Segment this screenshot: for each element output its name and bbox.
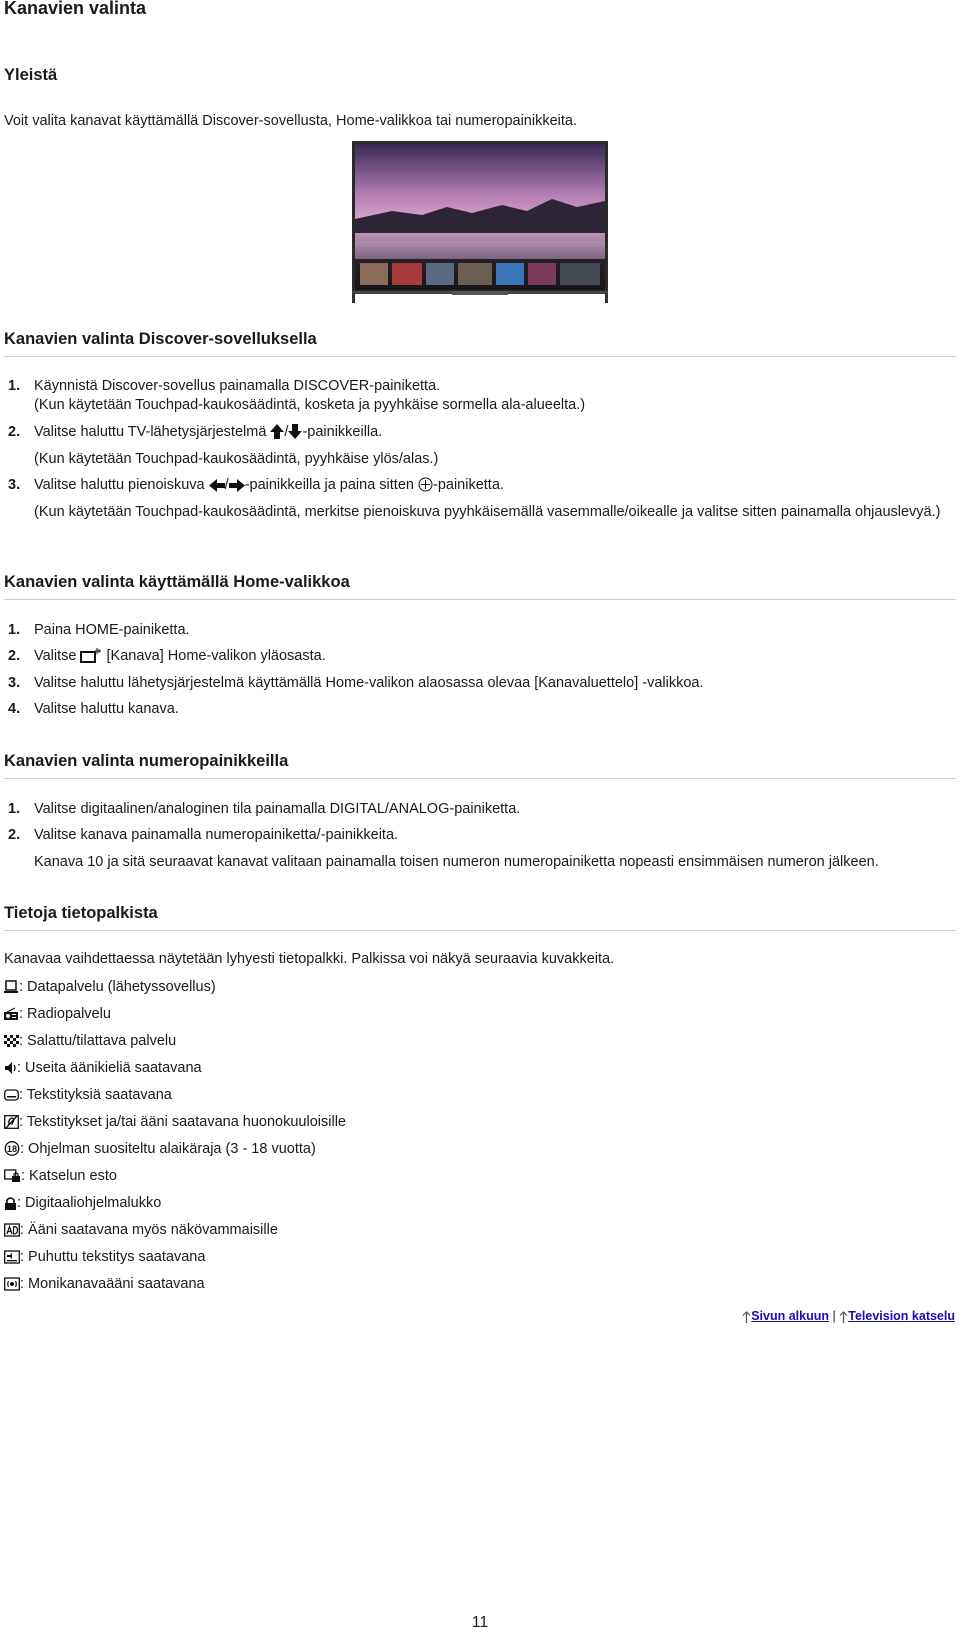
tv-illustration (352, 141, 608, 303)
page-title: Kanavien valinta (4, 0, 147, 18)
channel-tv-icon (80, 647, 102, 663)
legend-item-scrambled: : Salattu/tilattava palvelu (4, 1032, 176, 1050)
link-page-top[interactable]: Sivun alkuun (751, 1309, 830, 1323)
arrow-left-icon (209, 479, 225, 492)
tv-image (352, 141, 608, 303)
audio-description-icon (4, 1223, 20, 1237)
legend-item-spoken-subtitles: : Puhuttu tekstitys saatavana (4, 1248, 205, 1266)
multichannel-audio-icon (4, 1277, 20, 1291)
footer-separator: | (832, 1309, 836, 1323)
legend-item-audio-description: : Ääni saatavana myös näkövammaisille (4, 1221, 278, 1239)
overview-heading: Yleistä (4, 66, 58, 84)
legend-item-multi-audio: : Useita äänikieliä saatavana (4, 1059, 202, 1077)
legend-item-program-lock: : Digitaaliohjelmalukko (4, 1194, 161, 1212)
arrow-up-icon (742, 1311, 751, 1323)
legend-item-hearing-impaired: : Tekstitykset ja/tai ääni saatavana huonokuuloisille (4, 1113, 346, 1131)
program-lock-icon (4, 1196, 17, 1210)
infobar-heading: Tietoja tietopalkista (4, 904, 158, 922)
legend-item-radio-service: : Radiopalvelu (4, 1005, 111, 1023)
discover-step-3-note: (Kun käytetään Touchpad-kaukosäädintä, merkitse pienoiskuva pyyhkäisemällä vasemmalle/oikealle ja valitse sitten painamalla ohjauslevyä.) (34, 504, 941, 520)
link-tv-watching[interactable]: Television katselu (848, 1309, 955, 1323)
discover-step-2-note: (Kun käytetään Touchpad-kaukosäädintä, pyyhkäise ylös/alas.) (34, 451, 439, 467)
home-heading: Kanavien valinta käyttämällä Home-valikkoa (4, 573, 350, 591)
section-divider (4, 356, 956, 357)
age-rating-icon (4, 1141, 20, 1156)
numeric-step-2-note: Kanava 10 ja sitä seuraavat kanavat valitaan painamalla toisen numeron numeropainiketta nopeasti ensimmäisen numeron jälkeen. (34, 854, 879, 870)
legend-item-subtitles: : Tekstityksiä saatavana (4, 1086, 172, 1104)
legend-item-age-rating: 18 : Ohjelman suositeltu alaikäraja (3 - 18 vuotta) (4, 1140, 316, 1158)
arrow-up-icon (839, 1311, 848, 1323)
scrambled-service-icon (4, 1034, 19, 1048)
arrow-up-icon (270, 424, 284, 439)
spoken-subtitles-icon (4, 1250, 20, 1264)
page-number: 11 (471, 1614, 489, 1631)
multi-audio-icon (4, 1061, 17, 1075)
numeric-heading: Kanavien valinta numeropainikkeilla (4, 752, 289, 770)
parental-lock-icon (4, 1169, 21, 1183)
arrow-right-icon (229, 479, 245, 492)
overview-text: Voit valita kanavat käyttämällä Discover-sovellusta, Home-valikkoa tai numeropainikkeita. (4, 113, 578, 129)
data-service-icon (4, 980, 19, 994)
legend-item-data-service: : Datapalvelu (lähetyssovellus) (4, 978, 216, 996)
section-divider (4, 599, 956, 600)
hearing-impaired-icon (4, 1115, 19, 1129)
discover-heading: Kanavien valinta Discover-sovelluksella (4, 330, 317, 348)
legend-item-multichannel-audio: : Monikanavaääni saatavana (4, 1275, 205, 1293)
enter-button-icon (418, 477, 433, 492)
legend-item-parental-lock: : Katselun esto (4, 1167, 117, 1185)
section-divider (4, 930, 956, 931)
section-divider (4, 778, 956, 779)
age-rating-badge: 18 (6, 1144, 18, 1154)
arrow-down-icon (288, 424, 302, 439)
infobar-intro: Kanavaa vaihdettaessa näytetään lyhyesti tietopalkki. Palkissa voi näkyä seuraavia kuvakkeita. (4, 951, 615, 967)
radio-service-icon (4, 1007, 19, 1021)
subtitles-icon (4, 1088, 19, 1102)
manual-page: Kanavien valinta Yleistä Voit valita kanavat käyttämällä Discover-sovellusta, Home-valikkoa tai numeropainikkeita. Kanavien valinta Discover-sovelluksella 1. Käynnistä Discover-sovellus painamalla DISCOVER-painiketta. (Kun käytetään Touchpad-kaukosäädintä, kosketa ja pyyhkäise sormella ala-alueelta.) 2. Valitse haluttu TV-lähetysjärjestelmä / -painikkeilla. (Kun käytetään Touchpad-kaukosäädintä, pyyhkäise ylös/alas.) 3. Valitse haluttu pienoiskuva / -painikkeilla ja paina sitten -painiketta. (Kun käytetään Touchpad-kaukosäädintä, merkitse pienoiskuva pyyhkäisemällä vasemmalle/oikealle ja valitse sitten painamalla ohjauslevyä.) Kanavien valinta käyttämällä Home-valikkoa 1. Paina HOME-painiketta. 2. Valitse [Kanava] Home-valikon yläosasta. 3. Valitse haluttu lähetysjärjestelmä käyttämällä Home-valikon alaosassa olevaa [Kanavaluettelo] -valikkoa. 4. Valitse haluttu kanava. Kanavien valinta numeropainikkeilla 1. Valitse digitaalinen/analoginen tila painamalla DIGITAL/ANALOG-painiketta. 2. Valitse kanava painamalla numeropainiketta/-painikkeita. Kanava 10 ja sitä seuraavat kanavat valitaan painamalla toisen numeron numeropainiketta nopeasti ensimmäisen numeron jälkeen. Tietoja tietopalkista Kanavaa vaihdettaessa näytetään lyhyesti tietopalkki. Palkissa voi näkyä seuraavia kuvakkeita. : Datapalvelu (lähetyssovellus) : Radiopalvelu : Salattu/tilattava palvelu : Useita äänikieliä saatavana : Tekstityksiä saatavana : Tekstitykset ja/tai ääni saatavana huonokuuloisille 18 : Ohjelman suositeltu alaikäraja (3 - 18 vuotta) : Katselun esto : Digitaaliohjelmalukko : Ääni saatavana myös näkövammaisille : Puhuttu tekstitys saatavana : Monikanavaääni saatavana Sivun alkuun | Television katselu 11 (0, 0, 960, 1636)
footer-nav (742, 1309, 955, 1323)
discover-step-1-note: (Kun käytetään Touchpad-kaukosäädintä, kosketa ja pyyhkäise sormella ala-alueelta.) (34, 397, 586, 413)
